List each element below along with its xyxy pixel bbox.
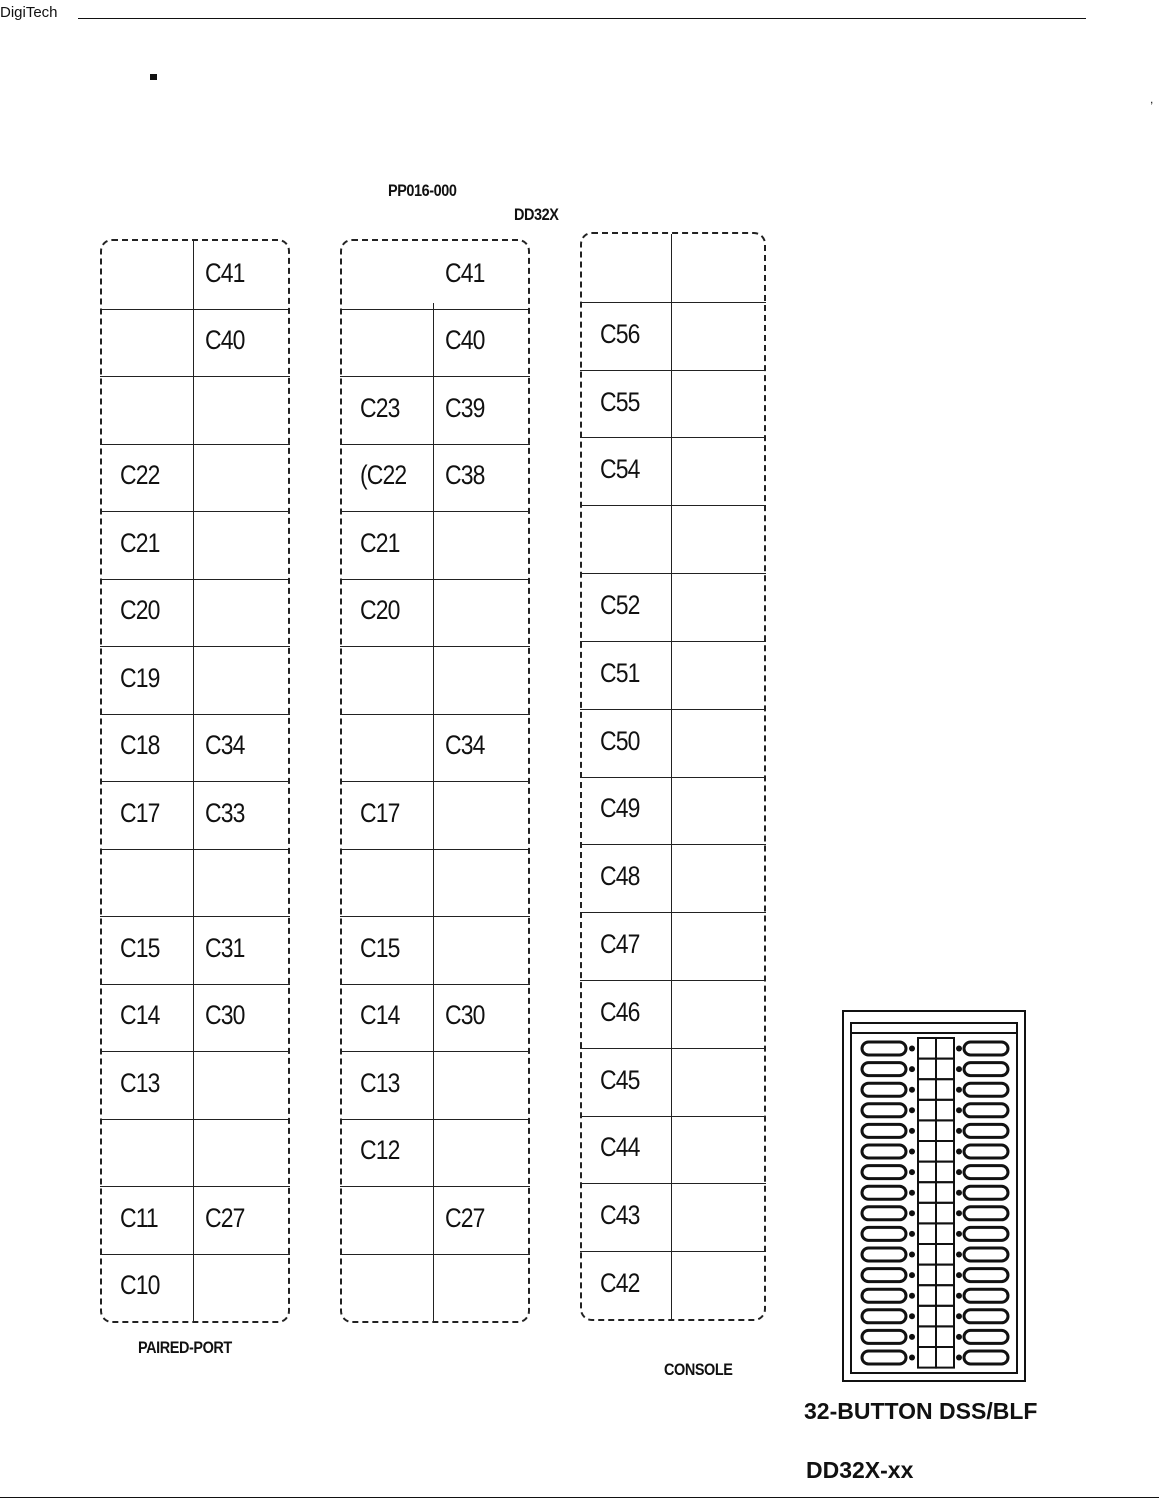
cell-separator [580, 980, 766, 981]
dss-button-right [964, 1330, 1008, 1343]
button-label-right: C27 [445, 1202, 485, 1233]
cell-separator [580, 302, 766, 303]
brand-header: DigiTech [0, 4, 58, 21]
dss-blf-panel [850, 1022, 1018, 1374]
center-cell-left [918, 1038, 936, 1059]
led-indicator-left [909, 1210, 915, 1216]
button-label-left: C13 [360, 1067, 400, 1098]
led-indicator-right [956, 1252, 962, 1258]
button-label-left: C22 [120, 460, 160, 491]
dss-button-right [964, 1083, 1008, 1096]
cell-separator [340, 984, 530, 985]
center-cell-right [936, 1059, 954, 1080]
dss-module-title: 32-BUTTON DSS/BLF [804, 1398, 1038, 1424]
cell-separator [100, 1254, 290, 1255]
center-cell-right [936, 1079, 954, 1100]
center-cell-right [936, 1182, 954, 1203]
button-label-left: C19 [120, 662, 160, 693]
center-cell-left [918, 1162, 936, 1183]
cell-separator [100, 376, 290, 377]
button-label-left: C11 [120, 1202, 158, 1233]
center-cell-left [918, 1285, 936, 1306]
led-indicator-left [909, 1149, 915, 1155]
button-label-left: C45 [600, 1064, 640, 1095]
button-label-right: C40 [205, 325, 245, 356]
dss-button-left [862, 1145, 906, 1158]
dss-button-left [862, 1330, 906, 1343]
dss-button-left [862, 1104, 906, 1117]
caption-paired-port: PAIRED-PORT [138, 1338, 232, 1357]
footer-rule [0, 1497, 1159, 1498]
cell-separator [580, 573, 766, 574]
button-label-left: C44 [600, 1132, 640, 1163]
center-cell-left [918, 1265, 936, 1286]
dss-button-left [862, 1310, 906, 1323]
dss-button-right [964, 1042, 1008, 1055]
dss-button-right [964, 1289, 1008, 1302]
led-indicator-right [956, 1355, 962, 1361]
dss-button-left [862, 1063, 906, 1076]
cell-separator [340, 309, 530, 310]
dss-blf-module [842, 1010, 1026, 1382]
cell-separator [100, 309, 290, 310]
center-cell-left [918, 1059, 936, 1080]
cell-separator [100, 781, 290, 782]
cell-separator [100, 646, 290, 647]
cell-separator [100, 511, 290, 512]
button-label-left: C13 [120, 1067, 160, 1098]
center-cell-left [918, 1100, 936, 1121]
center-cell-left [918, 1079, 936, 1100]
strip-console [580, 232, 766, 1321]
dss-module-model: DD32X-xx [806, 1457, 914, 1483]
center-cell-left [918, 1182, 936, 1203]
center-cell-right [936, 1244, 954, 1265]
cell-separator [340, 376, 530, 377]
cell-separator [100, 1186, 290, 1187]
dss-button-right [964, 1124, 1008, 1137]
led-indicator-right [956, 1210, 962, 1216]
cell-separator [340, 916, 530, 917]
led-indicator-left [909, 1046, 915, 1052]
cell-separator [340, 646, 530, 647]
cell-separator [580, 709, 766, 710]
button-label-left: C50 [600, 725, 640, 756]
cell-separator [580, 1116, 766, 1117]
button-label-left: C52 [600, 589, 640, 620]
button-label-right: C34 [205, 730, 245, 761]
led-indicator-right [956, 1190, 962, 1196]
button-label-left: C20 [120, 595, 160, 626]
button-label-left: C48 [600, 861, 640, 892]
button-label-left: C55 [600, 386, 640, 417]
led-indicator-right [956, 1128, 962, 1134]
dss-button-left [862, 1186, 906, 1199]
center-cell-right [936, 1203, 954, 1224]
center-cell-right [936, 1038, 954, 1059]
cell-separator [100, 984, 290, 985]
cell-separator [100, 1051, 290, 1052]
button-label-right: C41 [205, 257, 245, 288]
cell-separator [340, 781, 530, 782]
center-cell-right [936, 1100, 954, 1121]
button-label-right: C38 [445, 460, 485, 491]
caption-console: CONSOLE [664, 1360, 733, 1379]
cell-separator [580, 777, 766, 778]
center-cell-right [936, 1285, 954, 1306]
dss-button-right [964, 1186, 1008, 1199]
bullet-mark [150, 74, 157, 80]
cell-separator [580, 370, 766, 371]
center-cell-left [918, 1223, 936, 1244]
center-cell-right [936, 1120, 954, 1141]
led-indicator-right [956, 1169, 962, 1175]
cell-separator [340, 1254, 530, 1255]
strip-dd32x [340, 239, 530, 1323]
cell-separator [340, 579, 530, 580]
center-cell-left [918, 1306, 936, 1327]
button-label-left: C14 [120, 1000, 160, 1031]
cell-separator [340, 714, 530, 715]
dss-button-right [964, 1063, 1008, 1076]
dss-button-right [964, 1310, 1008, 1323]
button-label-left: C49 [600, 793, 640, 824]
dss-button-left [862, 1227, 906, 1240]
cell-separator [580, 844, 766, 845]
cell-separator [580, 1048, 766, 1049]
button-label-left: C12 [360, 1135, 400, 1166]
cell-separator [580, 505, 766, 506]
button-label-left: C23 [360, 392, 400, 423]
led-indicator-left [909, 1087, 915, 1093]
button-label-right: C41 [445, 257, 485, 288]
dss-button-right [964, 1207, 1008, 1220]
dss-button-right [964, 1166, 1008, 1179]
button-label-left: C15 [360, 932, 400, 963]
led-indicator-right [956, 1313, 962, 1319]
center-cell-right [936, 1265, 954, 1286]
button-label-right: C27 [205, 1202, 245, 1233]
led-indicator-left [909, 1334, 915, 1340]
center-cell-right [936, 1326, 954, 1347]
cell-separator [100, 579, 290, 580]
cell-separator [340, 444, 530, 445]
cell-separator [580, 912, 766, 913]
button-label-left: C43 [600, 1200, 640, 1231]
dss-button-right [964, 1104, 1008, 1117]
led-indicator-right [956, 1272, 962, 1278]
strip-paired-port [100, 239, 290, 1323]
dss-button-left [862, 1124, 906, 1137]
led-indicator-right [956, 1087, 962, 1093]
cell-separator [340, 1051, 530, 1052]
button-label-left: C56 [600, 318, 640, 349]
reference-dd32x: DD32X [514, 205, 559, 224]
dss-button-left [862, 1083, 906, 1096]
led-indicator-left [909, 1190, 915, 1196]
center-cell-left [918, 1326, 936, 1347]
center-cell-right [936, 1347, 954, 1368]
button-label-left: C10 [120, 1270, 160, 1301]
button-label-left: (C22 [360, 460, 407, 491]
led-indicator-left [909, 1128, 915, 1134]
led-indicator-right [956, 1046, 962, 1052]
dss-button-right [964, 1351, 1008, 1364]
button-label-right: C30 [205, 1000, 245, 1031]
dss-button-left [862, 1207, 906, 1220]
led-indicator-left [909, 1272, 915, 1278]
button-label-right: C33 [205, 797, 245, 828]
center-cell-right [936, 1306, 954, 1327]
led-indicator-right [956, 1334, 962, 1340]
button-label-left: C18 [120, 730, 160, 761]
button-label-left: C42 [600, 1268, 640, 1299]
cell-separator [100, 916, 290, 917]
led-indicator-left [909, 1107, 915, 1113]
led-indicator-left [909, 1355, 915, 1361]
cell-separator [100, 714, 290, 715]
led-indicator-left [909, 1169, 915, 1175]
cell-separator [340, 511, 530, 512]
led-indicator-left [909, 1293, 915, 1299]
center-cell-left [918, 1347, 936, 1368]
led-indicator-right [956, 1231, 962, 1237]
led-indicator-right [956, 1149, 962, 1155]
button-label-right: C34 [445, 730, 485, 761]
button-label-left: C21 [120, 527, 160, 558]
button-label-left: C17 [120, 797, 160, 828]
reference-pp016: PP016-000 [388, 181, 457, 200]
dss-button-left [862, 1042, 906, 1055]
button-label-left: C47 [600, 929, 640, 960]
led-indicator-right [956, 1066, 962, 1072]
dss-button-right [964, 1269, 1008, 1282]
center-cell-left [918, 1141, 936, 1162]
led-indicator-left [909, 1313, 915, 1319]
dss-button-right [964, 1227, 1008, 1240]
dss-button-right [964, 1248, 1008, 1261]
dss-button-left [862, 1248, 906, 1261]
dss-button-left [862, 1166, 906, 1179]
button-label-left: C21 [360, 527, 400, 558]
dss-button-right [964, 1145, 1008, 1158]
button-label-left: C51 [600, 657, 640, 688]
scan-speck: , [1150, 92, 1154, 106]
button-label-left: C17 [360, 797, 400, 828]
cell-separator [100, 444, 290, 445]
cell-separator [100, 1119, 290, 1120]
led-indicator-right [956, 1293, 962, 1299]
cell-separator [580, 437, 766, 438]
cell-separator [340, 849, 530, 850]
button-label-right: C31 [205, 932, 245, 963]
center-cell-left [918, 1203, 936, 1224]
cell-separator [100, 849, 290, 850]
dss-button-left [862, 1269, 906, 1282]
cell-separator [580, 641, 766, 642]
header-rule [78, 18, 1086, 19]
button-label-left: C46 [600, 996, 640, 1027]
column-divider [433, 303, 434, 1321]
cell-separator [340, 1119, 530, 1120]
button-label-left: C14 [360, 1000, 400, 1031]
cell-separator [580, 1251, 766, 1252]
button-label-right: C30 [445, 1000, 485, 1031]
button-label-left: C15 [120, 932, 160, 963]
button-label-right: C39 [445, 392, 485, 423]
button-label-right: C40 [445, 325, 485, 356]
center-cell-left [918, 1120, 936, 1141]
center-cell-left [918, 1244, 936, 1265]
dss-button-left [862, 1289, 906, 1302]
cell-separator [580, 1183, 766, 1184]
led-indicator-left [909, 1066, 915, 1072]
cell-separator [340, 1186, 530, 1187]
center-cell-right [936, 1162, 954, 1183]
button-label-left: C54 [600, 454, 640, 485]
led-indicator-left [909, 1231, 915, 1237]
center-cell-right [936, 1141, 954, 1162]
dss-button-grid [852, 1024, 1016, 1370]
led-indicator-left [909, 1252, 915, 1258]
dss-button-left [862, 1351, 906, 1364]
center-cell-right [936, 1223, 954, 1244]
led-indicator-right [956, 1107, 962, 1113]
button-label-left: C20 [360, 595, 400, 626]
